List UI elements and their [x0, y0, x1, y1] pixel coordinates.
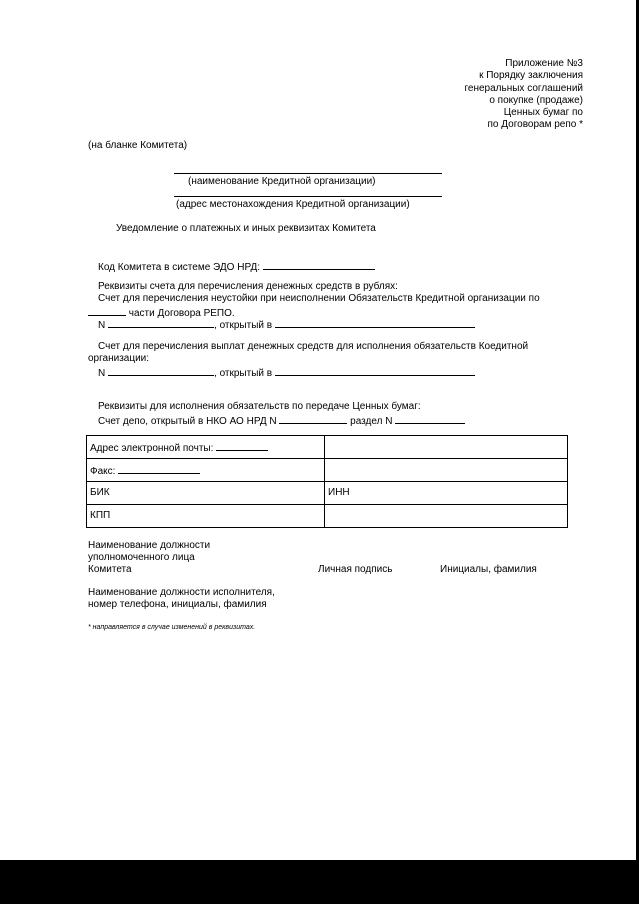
recipient-address-caption: (адрес местонахождения Кредитной организации)	[176, 199, 410, 210]
n-label: N	[98, 368, 106, 379]
table-row	[87, 459, 568, 482]
securities-heading: Реквизиты для исполнения обязательств по передаче Ценных бумаг:	[98, 401, 421, 412]
fax-label: Факс:	[90, 465, 116, 477]
executor-line-1: Наименование должности исполнителя,	[88, 587, 275, 598]
appendix-line: генеральных соглашений	[464, 82, 583, 94]
footnote: * направляется в случае изменений в реквизитах.	[88, 624, 256, 631]
penalty-part-field[interactable]	[88, 305, 126, 316]
table-row	[87, 436, 568, 459]
appendix-line: Приложение №3	[505, 58, 583, 69]
section-field[interactable]	[395, 413, 465, 424]
appendix-line: о покупке (продаже)	[489, 94, 583, 106]
empty-cell	[325, 436, 568, 459]
empty-cell	[325, 505, 568, 528]
payments-bank-field[interactable]	[275, 365, 475, 376]
empty-cell	[325, 459, 568, 482]
payments-account-text: Счет для перечисления выплат денежных средств для исполнения обязательств Коедитной	[98, 341, 529, 352]
personal-signature-label: Личная подпись	[318, 564, 393, 575]
appendix-line: по Договорам репо *	[487, 119, 583, 131]
payments-account-cont: организации:	[88, 353, 150, 364]
table-row	[87, 505, 568, 528]
email-field[interactable]	[216, 440, 268, 451]
appendix-line: Ценных бумаг по	[503, 107, 583, 119]
recipient-name-caption: (наименование Кредитной организации)	[188, 176, 376, 187]
penalty-account-row	[98, 317, 475, 332]
bik-cell: БИК	[87, 482, 325, 505]
inn-cell: ИНН	[325, 482, 568, 505]
n-label: N	[98, 320, 106, 331]
opened-label: , открытый в	[214, 320, 273, 331]
rub-heading: Реквизиты счета для перечисления денежных средств в рублях:	[98, 281, 398, 292]
scan-edge-bottom	[0, 860, 639, 904]
letterhead-note: (на бланке Комитета)	[88, 140, 188, 151]
appendix-line: к Порядку заключения	[479, 70, 583, 82]
recipient-name-line	[174, 173, 442, 174]
fax-cell	[87, 459, 325, 482]
depo-account-field[interactable]	[279, 413, 347, 424]
email-label: Адрес электронной почты:	[90, 442, 214, 454]
fax-field[interactable]	[118, 463, 200, 474]
requisites-table	[86, 435, 568, 528]
signatory-position-2: уполномоченного лица	[88, 552, 195, 563]
signatory-position-1: Наименование должности	[88, 540, 211, 551]
initials-label: Инициалы, фамилия	[440, 564, 537, 575]
kpp-cell: КПП	[87, 505, 325, 528]
penalty-account-text: Счет для перечисления неустойки при неисполнении Обязательств Кредитной организации по	[98, 293, 540, 304]
penalty-account-number-field[interactable]	[108, 317, 214, 328]
depo-account-row	[98, 413, 465, 428]
section-label: раздел N	[350, 416, 393, 427]
opened-label: , открытый в	[214, 368, 273, 379]
penalty-part-text: части Договора РЕПО.	[128, 308, 235, 319]
signatory-position-3: Комитета	[88, 564, 132, 575]
depo-account-label: Счет депо, открытый в НКО АО НРД N	[98, 416, 277, 427]
recipient-address-line	[174, 196, 442, 197]
table-row	[87, 482, 568, 505]
payments-account-row	[98, 365, 475, 380]
document-title: Уведомление о платежных и иных реквизитах Комитета	[116, 223, 376, 234]
edo-code-label: Код Комитета в системе ЭДО НРД:	[98, 262, 261, 273]
email-cell	[87, 436, 325, 459]
executor-line-2: номер телефона, инициалы, фамилия	[88, 599, 267, 610]
edo-code-field[interactable]	[263, 259, 375, 270]
payments-account-number-field[interactable]	[108, 365, 214, 376]
edo-code-row	[98, 259, 375, 274]
appendix-header	[464, 58, 583, 132]
penalty-bank-field[interactable]	[275, 317, 475, 328]
